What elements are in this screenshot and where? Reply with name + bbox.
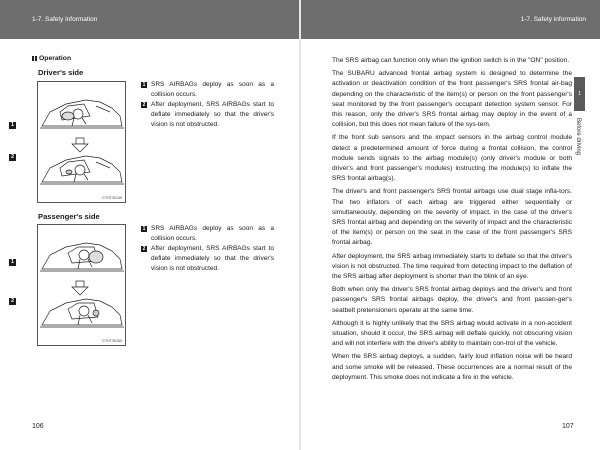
passenger-airbag-illustration [38, 225, 125, 345]
step-number-badge: 1 [142, 226, 146, 232]
chapter-label-text: Before driving [575, 118, 581, 156]
passengers-side-figure [10, 224, 126, 346]
drivers-side-steps [141, 80, 274, 130]
drivers-step-2 [141, 100, 274, 130]
body-paragraph: Although it is highly unlikely that the SRS airbag would activate in a non-accident situation, should it occur, the SRS airbag will deflate quickly, not obscuring vision and will not interfere with the driver's ability to maintain con-trol of the vehicle. [332, 319, 572, 348]
drivers-side-heading: Driver's side [38, 68, 84, 77]
down-arrow-icon [72, 281, 88, 295]
body-paragraph: The SUBARU advanced frontal airbag system is designed to determine the activation or deactivation condition of the front passenger's SRS frontal air-bag depending on the characteristic of the item(s) or person on the front passenger's seat monitored by the front passenger's occupant detection system sensor. For this reason, only the driver's SRS frontal airbag may deploy in the event of a collision, but this does not mean failure of the sys-tem. [332, 70, 572, 129]
figure-step-1-marker: 1 [10, 122, 15, 128]
step-text: SRS AIRBAGs deploy as soon as a collision occurs. [151, 225, 274, 242]
passengers-step-2 [141, 244, 274, 274]
section-heading [32, 55, 71, 62]
down-arrow-icon [72, 138, 88, 152]
body-paragraph: Both when only the driver's SRS frontal airbag deploys and the driver's and front passenger's SRS frontal airbags deploy, the driver's and front passen-ger's seatbelt pretensioners operate at the same time. [332, 286, 572, 314]
step-text: After deployment, SRS AIRBAGs start to deflate immediately so that the driver's vision is not obstructed. [151, 245, 274, 272]
section-marker-icon [32, 56, 37, 61]
right-page-number: 107 [562, 423, 574, 430]
figure-step-1-marker: 1 [10, 259, 15, 265]
drivers-side-figure [10, 81, 126, 203]
step-text: After deployment, SRS AIRBAGs start to deflate immediately so that the driver's vision is not obstructed. [151, 101, 274, 128]
page-spine [299, 0, 301, 450]
section-title: Operation [39, 55, 72, 62]
figure-step-2-marker: 2 [10, 298, 15, 304]
step-text: SRS AIRBAGs deploy as soon as a collision occurs. [151, 81, 274, 98]
passengers-figure-code: CTHT/SG50 [102, 339, 122, 343]
chapter-tab-label [574, 118, 585, 178]
body-paragraph: The SRS airbag can function only when the ignition switch is in the "ON" position. [332, 57, 570, 64]
drivers-figure-code: CTHT/SG49 [102, 196, 122, 200]
drivers-step-1 [141, 80, 274, 100]
right-header-title: 1-7. Safety information [520, 16, 586, 23]
right-page-header [301, 0, 600, 39]
driver-airbag-illustration [38, 82, 125, 202]
passengers-step-1 [141, 224, 274, 244]
body-paragraph: When the SRS airbag deploys, a sudden, fairly loud inflation noise will be heard and some smoke will be released. These occurrences are a normal result of the deployment. This smoke does not indicate a fire in the vehicle. [332, 353, 572, 381]
chapter-tab[interactable]: 1 [574, 77, 585, 111]
body-paragraph: If the front sub sensors and the impact sensors in the airbag control module detect a predetermined amount of force during a frontal collision, the control module sends signals to the airbag module(s) (only driver's module or both driver's and front passenger's modules) instructing the module(s) to inflate the SRS frontal airbag(s). [332, 134, 572, 183]
passengers-side-steps [141, 224, 274, 274]
figure-step-2-marker: 2 [10, 154, 15, 160]
step-number-badge: 1 [142, 82, 146, 88]
left-header-title: 1-7. Safety information [32, 16, 98, 23]
left-page-header [0, 0, 299, 39]
step-number-badge: 2 [142, 246, 146, 252]
passengers-side-heading: Passenger's side [38, 212, 100, 221]
step-number-badge: 2 [142, 102, 146, 108]
body-paragraph: After deployment, the SRS airbag immediately starts to deflate so that the driver's vision is not obstructed. The time required from detecting impact to the deflation of the SRS airbag after deployment is shorter than the blink of an eye. [332, 252, 572, 281]
right-page-body [332, 56, 572, 386]
left-page-number: 106 [32, 423, 44, 430]
body-paragraph: The driver's and front passenger's SRS frontal airbags use dual stage infla-tors. The two inflators of each airbag are triggered either sequentially or simultaneously, depending on the severity of impact, in the case of the driver's SRS frontal airbag and depending on the severity of impact and the characteristic of the item(s) or person on the seat in the case of the front passenger's SRS frontal airbag. [332, 188, 572, 247]
